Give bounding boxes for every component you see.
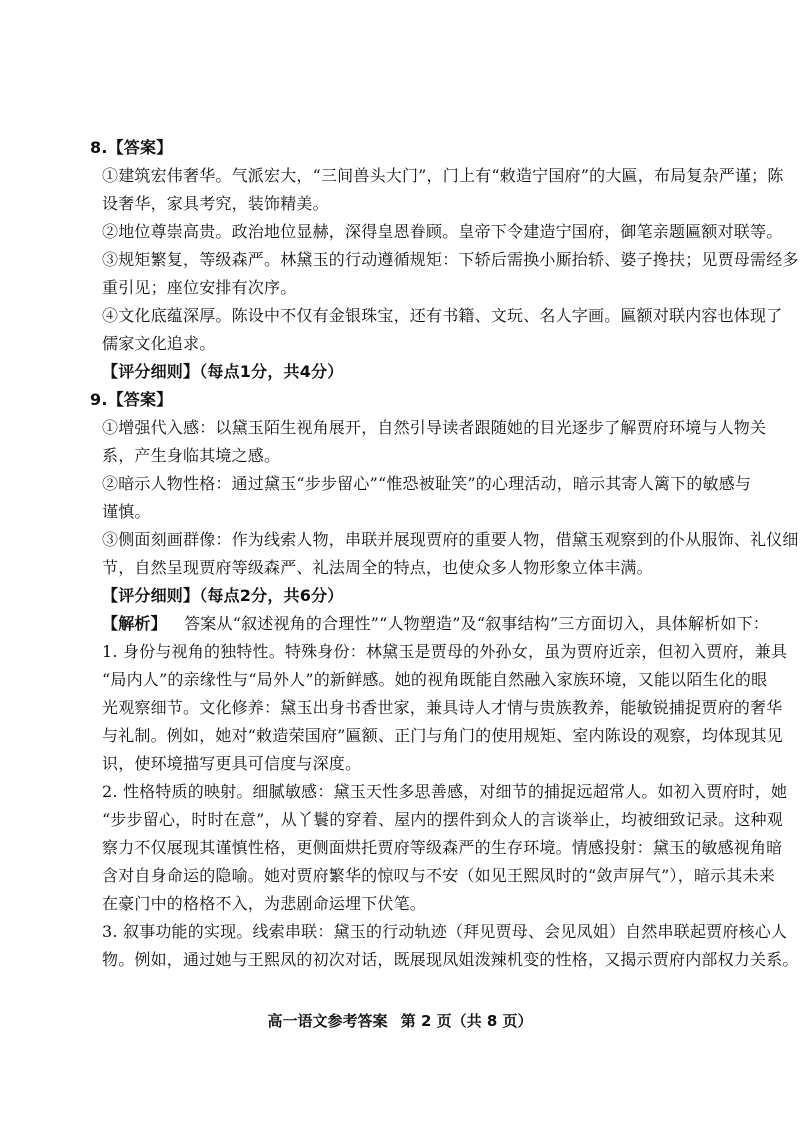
q8-heading: 8.【答案】: [90, 138, 173, 157]
analysis-line-9: 含对自身命运的隐喻。她对贾府繁华的惊叹与不安（如见王熙凤时的“敛声屏气”），暗示其未来: [102, 866, 775, 885]
analysis-intro: 答案从“叙述视角的合理性”“人物塑造”及“叙事结构”三方面切入，具体解析如下：: [184, 614, 769, 633]
q9-line-2: 系，产生身临其境之感。: [102, 446, 281, 465]
analysis-line-10: 在豪门中的格格不入，为悲剧命运埋下伏笔。: [102, 894, 427, 913]
analysis-line-1: 1. 身份与视角的独特性。特殊身份：林黛玉是贾母的外孙女，虽为贾府近亲，但初入贾府，兼具: [102, 642, 788, 661]
analysis-line-6: 2. 性格特质的映射。细腻敏感：黛玉天性多思善感，对细节的捕捉远超常人。如初入贾府时，她: [102, 782, 788, 801]
q9-line-5: ③侧面刻画群像：作为线索人物，串联并展现贾府的重要人物，借黛玉观察到的仆从服饰、礼仪细: [102, 530, 799, 549]
q8-line-2: 设奢华，家具考究，装饰精美。: [102, 194, 329, 213]
footer-title: 高一语文参考答案: [267, 1012, 388, 1030]
q9-scoring: 【评分细则】（每点2分，共6分）: [102, 586, 344, 605]
footer-page-number: 第 2 页（共 8 页）: [400, 1012, 533, 1030]
q8-line-3: ②地位尊崇高贵。政治地位显赫，深得皇恩眷顾。皇帝下令建造宁国府，御笔亲题匾额对联等。: [102, 222, 783, 241]
q9-line-4: 谨慎。: [102, 502, 151, 521]
q9-line-1: ①增强代入感：以黛玉陌生视角展开，自然引导读者跟随她的目光逐步了解贾府环境与人物关: [102, 418, 767, 437]
analysis-line-7: “步步留心，时时在意”，从丫鬟的穿着、屋内的摆件到众人的言谈举止，均被细致记录。这种观: [102, 810, 783, 829]
q9-analysis-intro-line: [90, 610, 769, 638]
analysis-line-12: 物。例如，通过她与王熙凤的初次对话，既展现凤姐泼辣机变的性格，又揭示贾府内部权力关系。: [102, 950, 799, 969]
q8-line-4: ③规矩繁复，等级森严。林黛玉的行动遵循规矩：下轿后需换小厮抬轿、婆子搀扶；见贾母需经多: [102, 250, 799, 269]
analysis-line-11: 3. 叙事功能的实现。线索串联：黛玉的行动轨迹（拜见贾母、会见凤姐）自然串联起贾府核心人: [102, 922, 788, 941]
analysis-label: 【解析】: [102, 614, 167, 633]
analysis-line-2: “局内人”的亲缘性与“局外人”的新鲜感。她的视角既能自然融入家族环境，又能以陌生化的眼: [102, 670, 768, 689]
q9-heading: 9.【答案】: [90, 390, 173, 409]
q9-line-6: 节，自然呈现贾府等级森严、礼法周全的特点，也使众多人物形象立体丰满。: [102, 558, 653, 577]
page-footer: [0, 1010, 800, 1031]
q8-scoring: 【评分细则】（每点1分，共4分）: [102, 362, 344, 381]
analysis-line-5: 识，使环境描写更具可信度与深度。: [102, 754, 362, 773]
analysis-line-4: 与礼制。例如，她对“敕造荣国府”匾额、正门与角门的使用规矩、室内陈设的观察，均体现其见: [102, 726, 783, 745]
q8-line-1: ①建筑宏伟奢华。气派宏大，“三间兽头大门”，门上有“敕造宁国府”的大匾，布局复杂严谨；陈: [102, 166, 784, 185]
analysis-line-3: 光观察细节。文化修养：黛玉出身书香世家，兼具诗人才情与贵族教养，能敏锐捕捉贾府的奢华: [102, 698, 783, 717]
q8-line-7: 儒家文化追求。: [102, 334, 216, 353]
q9-line-3: ②暗示人物性格：通过黛玉“步步留心”“惟恐被耻笑”的心理活动，暗示其寄人篱下的敏感与: [102, 474, 752, 493]
q8-line-5: 重引见；座位安排有次序。: [102, 278, 297, 297]
q8-line-6: ④文化底蕴深厚。陈设中不仅有金银珠宝，还有书籍、文玩、名人字画。匾额对联内容也体现了: [102, 306, 783, 325]
analysis-line-8: 察力不仅展现其谨慎性格，更侧面烘托贾府等级森严的生存环境。情感投射：黛玉的敏感视角暗: [102, 838, 783, 857]
answer-page: [90, 134, 799, 974]
